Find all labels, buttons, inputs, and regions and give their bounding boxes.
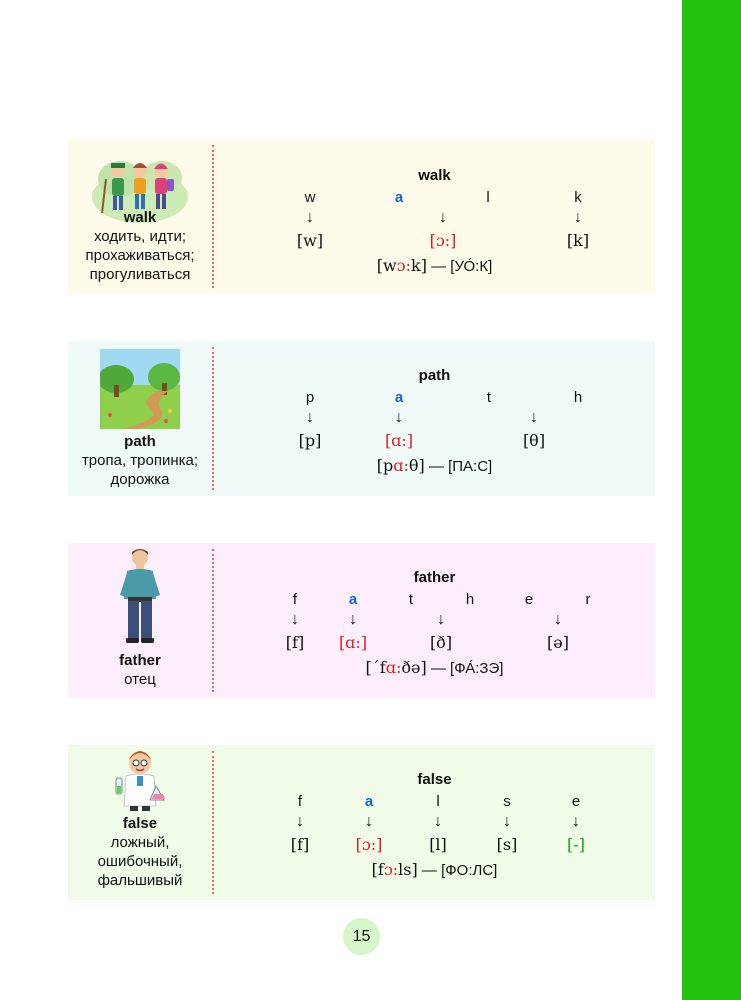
sound-row bbox=[214, 231, 655, 251]
letter-highlighted: a bbox=[364, 793, 374, 810]
word-meaning: прогуливаться bbox=[89, 266, 191, 283]
arrow-row bbox=[214, 813, 655, 833]
scientist-boy-icon bbox=[112, 748, 168, 812]
sound-highlighted: [ɑ:] bbox=[338, 633, 368, 652]
word-english: walk bbox=[123, 209, 157, 226]
word-english: father bbox=[119, 652, 161, 669]
word-meaning: ходить, идти; bbox=[93, 228, 187, 245]
word-card-false bbox=[68, 745, 655, 900]
word-label bbox=[68, 432, 212, 489]
man-standing-icon bbox=[115, 547, 165, 645]
phonics-panel bbox=[214, 745, 655, 900]
letter: w bbox=[304, 189, 316, 206]
letter: s bbox=[503, 793, 511, 810]
transcription-part: [p bbox=[376, 456, 394, 475]
transcription-vowel: ɑ: bbox=[385, 658, 402, 677]
down-arrow-icon: ↓ bbox=[554, 611, 562, 628]
path-landscape-icon bbox=[100, 349, 180, 429]
page-number: 15 bbox=[343, 918, 380, 955]
russian-reading: — [ПА:С] bbox=[424, 458, 493, 475]
russian-reading: — [ФА́:ЗЭ] bbox=[426, 660, 504, 677]
word-picture-panel bbox=[68, 543, 212, 698]
down-arrow-icon: ↓ bbox=[574, 209, 582, 226]
word-meaning: ошибочный, bbox=[97, 853, 183, 870]
word-label bbox=[68, 814, 212, 890]
word-meaning: фальшивый bbox=[97, 872, 183, 889]
word-picture-panel bbox=[68, 139, 212, 294]
letter: k bbox=[574, 189, 582, 206]
down-arrow-icon: ↓ bbox=[365, 813, 373, 830]
sound: [s] bbox=[496, 835, 518, 854]
word-meaning: отец bbox=[124, 671, 156, 688]
sound-row bbox=[214, 431, 655, 451]
transcription bbox=[214, 456, 655, 475]
word-picture-panel bbox=[68, 745, 212, 900]
sound: [ð] bbox=[429, 633, 453, 652]
letter-highlighted: a bbox=[394, 189, 404, 206]
word-card-path bbox=[68, 341, 655, 496]
down-arrow-icon: ↓ bbox=[395, 409, 403, 426]
sound: [l] bbox=[429, 835, 447, 854]
transcription-part: k] bbox=[411, 256, 427, 275]
down-arrow-icon: ↓ bbox=[306, 409, 314, 426]
letter: l bbox=[486, 189, 490, 206]
sound: [f] bbox=[290, 835, 310, 854]
letter: f bbox=[297, 793, 303, 810]
letter: t bbox=[408, 591, 414, 608]
word-picture-panel bbox=[68, 341, 212, 496]
down-arrow-icon: ↓ bbox=[434, 813, 442, 830]
sound: [k] bbox=[566, 231, 590, 250]
letter-row bbox=[214, 389, 655, 409]
word-label bbox=[68, 208, 212, 284]
letter: h bbox=[573, 389, 583, 406]
arrow-row bbox=[214, 611, 655, 631]
transcription-part: [w bbox=[376, 256, 397, 275]
word-english: false bbox=[122, 815, 158, 832]
phonics-word-title: walk bbox=[418, 167, 451, 184]
letter-row bbox=[214, 591, 655, 611]
transcription bbox=[214, 658, 655, 677]
word-meaning: тропа, тропинка; bbox=[81, 452, 199, 469]
transcription-vowel: ɔ: bbox=[383, 860, 399, 879]
sound: [p] bbox=[298, 431, 322, 450]
sound-row bbox=[214, 835, 655, 855]
letter: e bbox=[524, 591, 534, 608]
down-arrow-icon: ↓ bbox=[572, 813, 580, 830]
down-arrow-icon: ↓ bbox=[437, 611, 445, 628]
sound-row bbox=[214, 633, 655, 653]
arrow-row bbox=[214, 209, 655, 229]
letter: f bbox=[292, 591, 298, 608]
transcription-vowel: ɑ: bbox=[393, 456, 409, 475]
transcription-part: [´f bbox=[365, 658, 386, 677]
transcription-part: ðə] bbox=[401, 658, 427, 677]
russian-reading: — [ФО:ЛС] bbox=[417, 862, 498, 879]
word-label bbox=[68, 651, 212, 689]
phonics-panel bbox=[214, 543, 655, 698]
transcription bbox=[214, 860, 655, 879]
down-arrow-icon: ↓ bbox=[439, 209, 447, 226]
green-side-bar bbox=[682, 0, 741, 1000]
down-arrow-icon: ↓ bbox=[296, 813, 304, 830]
sound-highlighted: [ɑ:] bbox=[384, 431, 414, 450]
sound: [w] bbox=[296, 231, 324, 250]
arrow-row bbox=[214, 409, 655, 429]
transcription bbox=[214, 256, 655, 275]
sound: [θ] bbox=[522, 431, 546, 450]
transcription-part: θ] bbox=[408, 456, 425, 475]
letter: p bbox=[305, 389, 315, 406]
sound-highlighted: [ɔ:] bbox=[429, 231, 457, 250]
down-arrow-icon: ↓ bbox=[530, 409, 538, 426]
word-english: path bbox=[124, 433, 156, 450]
phonics-word-title: path bbox=[418, 367, 451, 384]
phonics-word-title: father bbox=[413, 569, 456, 586]
letter-highlighted: a bbox=[394, 389, 404, 406]
word-meaning: ложный, bbox=[110, 834, 170, 851]
phonics-word-title: false bbox=[417, 771, 452, 788]
letter: h bbox=[465, 591, 475, 608]
word-card-walk bbox=[68, 139, 655, 294]
down-arrow-icon: ↓ bbox=[503, 813, 511, 830]
down-arrow-icon: ↓ bbox=[349, 611, 357, 628]
word-card-father bbox=[68, 543, 655, 698]
transcription-part: ls] bbox=[398, 860, 418, 879]
phonics-panel bbox=[214, 341, 655, 496]
phonics-panel bbox=[214, 139, 655, 294]
letter: l bbox=[436, 793, 440, 810]
down-arrow-icon: ↓ bbox=[291, 611, 299, 628]
transcription-vowel: ɔ: bbox=[396, 256, 412, 275]
letter: t bbox=[486, 389, 492, 406]
letter: r bbox=[585, 591, 591, 608]
letter-row bbox=[214, 793, 655, 813]
letter-row bbox=[214, 189, 655, 209]
transcription-part: [f bbox=[371, 860, 384, 879]
sound: [ə] bbox=[547, 633, 569, 652]
russian-reading: — [УО́:К] bbox=[426, 258, 493, 275]
letter: e bbox=[571, 793, 581, 810]
sound-highlighted: [ɔ:] bbox=[355, 835, 383, 854]
down-arrow-icon: ↓ bbox=[306, 209, 314, 226]
sound-silent: [-] bbox=[567, 835, 585, 854]
word-meaning: прохаживаться; bbox=[85, 247, 195, 264]
word-meaning: дорожка bbox=[110, 471, 170, 488]
letter-highlighted: a bbox=[348, 591, 358, 608]
sound: [f] bbox=[285, 633, 305, 652]
